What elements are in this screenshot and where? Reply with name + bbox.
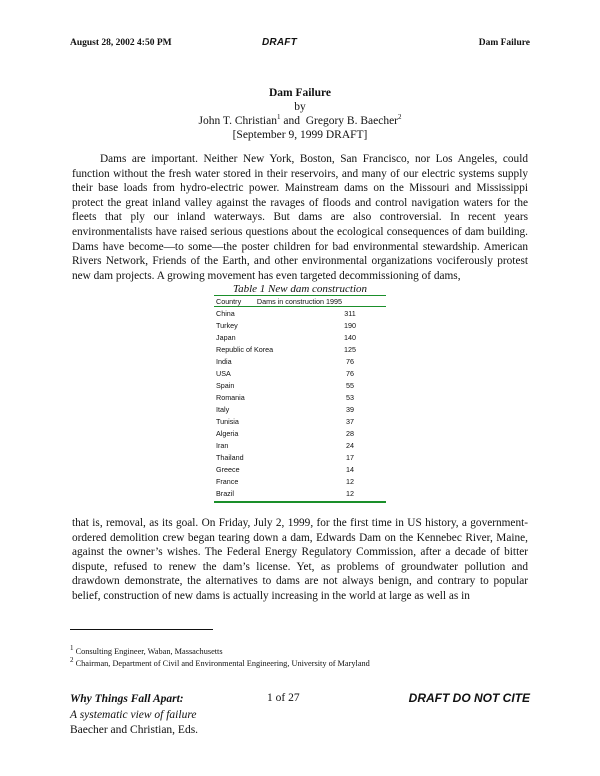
footnote-2	[70, 658, 370, 669]
cell-country: India	[216, 356, 232, 366]
table	[214, 296, 386, 306]
cell-value: 12	[346, 488, 354, 498]
cell-value: 190	[344, 320, 356, 330]
table-row	[214, 355, 386, 367]
column-header-country: Country	[216, 296, 242, 306]
authors-line	[70, 114, 530, 128]
cell-value: 140	[344, 332, 356, 342]
cell-country: Republic of Korea	[216, 344, 274, 354]
cell-country: Spain	[216, 380, 235, 390]
author-2: Gregory B. Baecher	[305, 115, 398, 127]
page-number: 1 of 27	[267, 692, 300, 704]
cell-country: USA	[216, 368, 231, 378]
table-row	[214, 319, 386, 331]
footer-draft-notice: DRAFT DO NOT CITE	[408, 691, 530, 705]
cell-country: Brazil	[216, 488, 234, 498]
author-2-footnote-mark[interactable]: 2	[398, 113, 402, 122]
table-caption: Table 1 New dam construction	[232, 283, 368, 295]
cell-value: 311	[344, 308, 356, 318]
cell-country: Greece	[216, 464, 240, 474]
cell-value: 12	[346, 476, 354, 486]
cell-value: 55	[346, 380, 354, 390]
draft-date-line: [September 9, 1999 DRAFT]	[232, 129, 368, 141]
cell-value: 53	[346, 392, 354, 402]
cell-country: Turkey	[216, 320, 238, 330]
footer-subtitle: A systematic view of failure	[70, 708, 197, 721]
cell-country: Italy	[216, 404, 230, 414]
header-date: August 28, 2002 4:50 PM	[70, 38, 172, 48]
table-row	[214, 331, 386, 343]
footer-editors: Baecher and Christian, Eds.	[70, 724, 199, 736]
footnote-2-text: Chairman, Department of Civil and Environmental Engineering, University of Maryland	[73, 659, 370, 668]
cell-value: 76	[346, 368, 354, 378]
table-row	[214, 367, 386, 379]
cell-country: Tunisia	[216, 416, 239, 426]
cell-value: 28	[346, 428, 354, 438]
table-row	[214, 403, 386, 415]
footnote-separator	[70, 629, 213, 630]
table-row	[214, 379, 386, 391]
footnote-2-mark: 2	[70, 656, 74, 665]
table-row	[214, 427, 386, 439]
cell-value: 17	[346, 452, 354, 462]
cell-country: Japan	[216, 332, 236, 342]
cell-country: China	[216, 308, 235, 318]
table-row	[214, 391, 386, 403]
table-row	[214, 343, 386, 355]
table-row	[214, 487, 386, 499]
cell-value: 37	[346, 416, 354, 426]
cell-value: 24	[346, 440, 354, 450]
footnote-1	[70, 646, 223, 657]
cell-country: France	[216, 476, 239, 486]
header-running-title: Dam Failure	[478, 38, 530, 48]
author-1: John T. Christian	[198, 115, 277, 127]
cell-country: Algeria	[216, 428, 239, 438]
cell-country: Iran	[216, 440, 229, 450]
footnote-1-text: Consulting Engineer, Waban, Massachusetts	[73, 647, 223, 656]
footer-book-info	[70, 692, 198, 739]
table-row	[214, 451, 386, 463]
cell-value: 39	[346, 404, 354, 414]
table-row	[214, 439, 386, 451]
cell-value: 14	[346, 464, 354, 474]
table-body	[214, 307, 386, 499]
table-row	[214, 415, 386, 427]
byline-by: by	[294, 101, 306, 113]
cell-value: 125	[344, 344, 356, 354]
authors-and: and	[280, 115, 306, 127]
footnote-1-mark: 1	[70, 644, 74, 653]
page-title: Dam Failure	[268, 87, 332, 99]
cell-value: 76	[346, 356, 354, 366]
column-header-dams: Dams in construction 1995	[256, 296, 342, 306]
table-row	[214, 463, 386, 475]
table-bottom-rule	[214, 501, 386, 503]
table-row	[214, 307, 386, 319]
table-header-row	[214, 296, 386, 306]
table-row	[214, 475, 386, 487]
cell-country: Romania	[216, 392, 245, 402]
title-block	[70, 86, 530, 142]
dam-construction-table	[214, 295, 386, 503]
header-draft-label: DRAFT	[262, 37, 297, 48]
cell-country: Thailand	[216, 452, 244, 462]
author-1-footnote-mark[interactable]: 1	[276, 113, 281, 122]
footer-book-title: Why Things Fall Apart:	[70, 693, 184, 705]
body-paragraph-2: that is, removal, as its goal. On Friday, July 2, 1999, for the first time in US history, a government-ordered demolition crew began tearing down a dam, Edwards Dam on the Kennebec River, Maine, against the owner’s wishes. The Federal Energy Regulatory Commission, after a decade of bitter dispute, refused to renew the dam’s license. Yet, as problems of groundwater pollution and drawdown demonstrate, the alternatives to dams are not always benign, and contrary to popular belief, construction of new dams is actually increasing in the world at large as well as in	[72, 517, 528, 602]
body-paragraph-1: Dams are important. Neither New York, Boston, San Francisco, nor Los Angeles, could function without the fresh water stored in their reservoirs, and many of our electric systems supply their base loads from hydro-electric power. Mainstream dams on the Missouri and Mississippi protect the great inland valley against the ravages of floods and control navigation waters for the fleets that ply our inland waterways. But dams are also controversial. In recent years environmentalists have raised serious questions about the ecological consequences of dam building. Dams have become—to some—the poster children for bad environmental stewardship. American Rivers Network, Friends of the Earth, and other environmental organizations vociferously protest new dam projects. A growing movement has even targeted decommissioning of dams,	[72, 153, 528, 282]
